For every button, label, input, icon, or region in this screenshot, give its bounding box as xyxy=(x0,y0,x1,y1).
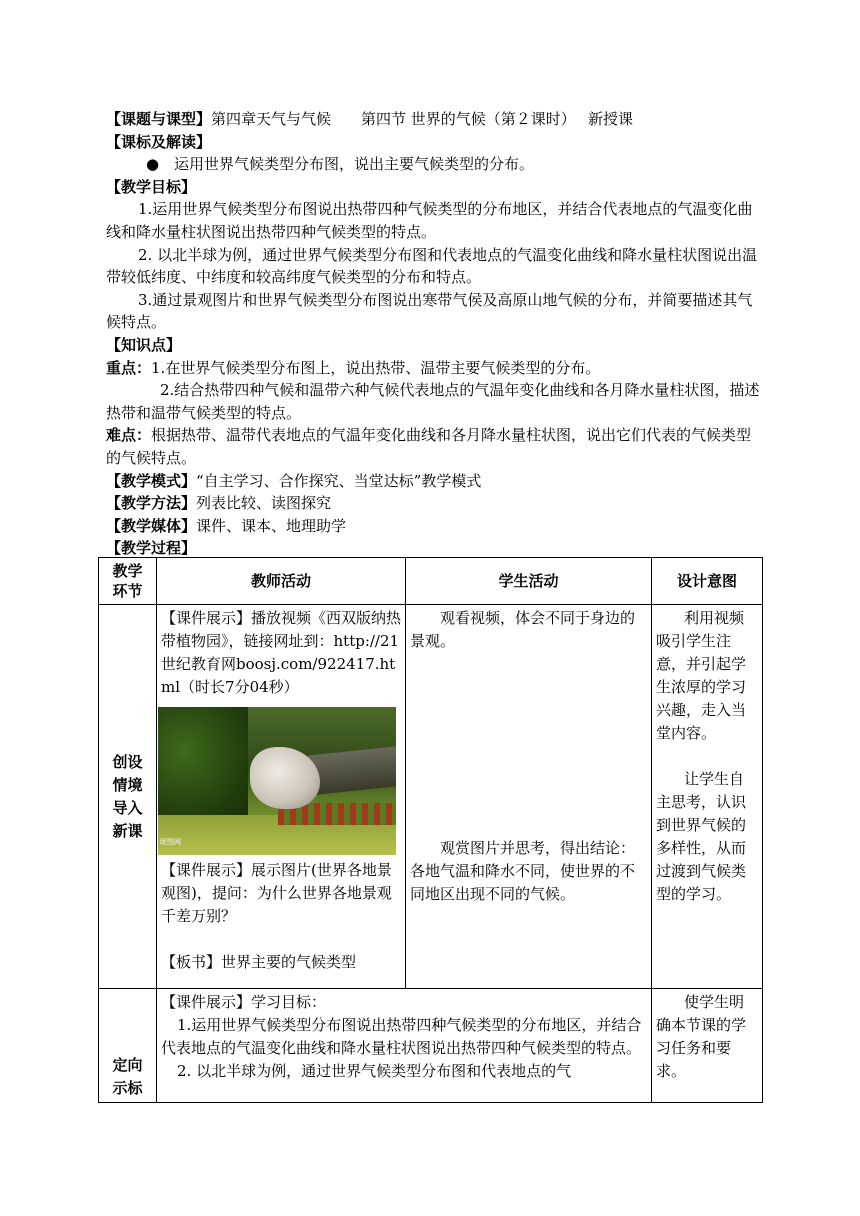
hard-label: 难点： xyxy=(106,426,152,445)
photo-watermark: 昵图网 xyxy=(160,838,181,846)
header-student: 学生活动 xyxy=(406,558,652,605)
header-design: 设计意图 xyxy=(652,558,763,605)
goals-item-1: 1.运用世界气候类型分布图说出热带四种气候类型的分布地区，并结合代表地点的气温变化曲线和降水量柱状图说出热带四种气候类型的特点。 xyxy=(161,1016,642,1057)
process-table xyxy=(98,557,763,1103)
mode-text: “自主学习、合作探究、当堂达标”教学模式 xyxy=(196,471,482,490)
header-teacher: 教师活动 xyxy=(157,558,406,605)
design-goals xyxy=(652,989,763,1103)
table-row xyxy=(99,605,763,989)
goals-head xyxy=(161,991,647,1014)
table-row xyxy=(99,989,763,1103)
goals-label: 【教学目标】 xyxy=(106,177,197,196)
lesson-title-line xyxy=(106,108,764,131)
media-label: 【教学媒体】 xyxy=(106,516,197,535)
knowledge-label: 【知识点】 xyxy=(106,335,182,354)
bullet-icon: ● xyxy=(146,155,160,174)
goal-2: 2. 以北半球为例，通过世界气候类型分布图和代表地点的气温变化曲线和降水量柱状图说出温带较低纬度、中纬度和较高纬度气候类型的分布和特点。 xyxy=(106,245,758,287)
teacher-activity-goals xyxy=(157,989,652,1103)
title-label: 【课题与课型】 xyxy=(106,110,212,128)
difficult-point xyxy=(106,424,764,469)
key-point-1 xyxy=(106,357,764,380)
goals-head-text: 【课件展示】学习目标： xyxy=(161,993,327,1011)
method-label: 【教学方法】 xyxy=(106,494,197,513)
teacher-activity-intro xyxy=(157,605,406,989)
student-activity-intro xyxy=(406,605,652,989)
title-text: 第四章天气与气候 第四节 世界的气候（第２课时） 新授课 xyxy=(211,110,634,128)
teacher-video: 【课件展示】播放视频《西双版纳热带植物园》，链接网址到：http://21世纪教育网boosj.com/922417.html（时长7分04秒） xyxy=(161,609,402,696)
stage-goals: 定向 示标 xyxy=(99,989,157,1103)
method-text: 列表比较、读图探究 xyxy=(196,494,332,513)
goal-3: 3.通过景观图片和世界气候类型分布图说出寒带气侯及高原山地气候的分布，并简要描述其气候特点。 xyxy=(106,290,753,332)
header-stage: 教学 环节 xyxy=(99,558,157,605)
teaching-mode xyxy=(106,470,764,493)
goals-item-2: 2. 以北半球为例，通过世界气候类型分布图和代表地点的气 xyxy=(177,1062,572,1080)
hard-text: 根据热带、温带代表地点的气温年变化曲线和各月降水量柱状图，说出它们代表的气候类型的气候特点。 xyxy=(106,426,752,467)
design-2: 让学生自主思考，认识到世界气候的多样性，从而过渡到气候类型的学习。 xyxy=(656,770,747,903)
media-text: 课件、课本、地理助学 xyxy=(196,516,347,535)
lesson-header xyxy=(106,108,764,560)
mode-label: 【教学模式】 xyxy=(106,471,197,490)
standard-item xyxy=(106,153,764,176)
student-watch: 观看视频，体会不同于身边的景观。 xyxy=(410,609,636,650)
standard-label: 【课标及解读】 xyxy=(106,132,212,151)
student-observe: 观赏图片并思考，得出结论：各地气温和降水不同，使世界的不同地区出现不同的气候。 xyxy=(410,839,636,903)
teacher-image: 【课件展示】展示图片(世界各地景观图)，提问：为什么世界各地景观千差万别？ xyxy=(161,861,392,925)
teaching-media xyxy=(106,515,764,538)
standard-item-text: 运用世界气候类型分布图，说出主要气候类型的分布。 xyxy=(174,155,535,174)
process-label: 【教学过程】 xyxy=(106,539,197,558)
garden-photo xyxy=(158,707,396,855)
key-label: 重点： xyxy=(106,358,152,377)
key-1-text: 1.在世界气候类型分布图上，说出热带、温带主要气候类型的分布。 xyxy=(151,358,601,377)
goal-1: 1.运用世界气候类型分布图说出热带四种气候类型的分布地区，并结合代表地点的气温变化曲线和降水量柱状图说出热带四种气候类型的特点。 xyxy=(106,200,753,241)
key-point-2: 2.结合热带四种气候和温带六种气候代表地点的气温年变化曲线和各月降水量柱状图，描述热带和温带气候类型的特点。 xyxy=(106,381,760,422)
teaching-method xyxy=(106,492,764,515)
table-header-row xyxy=(99,558,763,605)
design-goals-text: 使学生明确本节课的学习任务和要求。 xyxy=(656,993,747,1080)
design-intro xyxy=(652,605,763,989)
teacher-board: 【板书】世界主要的气候类型 xyxy=(161,953,357,971)
stage-intro: 创设 情境 导入 新课 xyxy=(99,605,157,989)
design-1: 利用视频吸引学生注意，并引起学生浓厚的学习兴趣，走入当堂内容。 xyxy=(656,609,747,742)
